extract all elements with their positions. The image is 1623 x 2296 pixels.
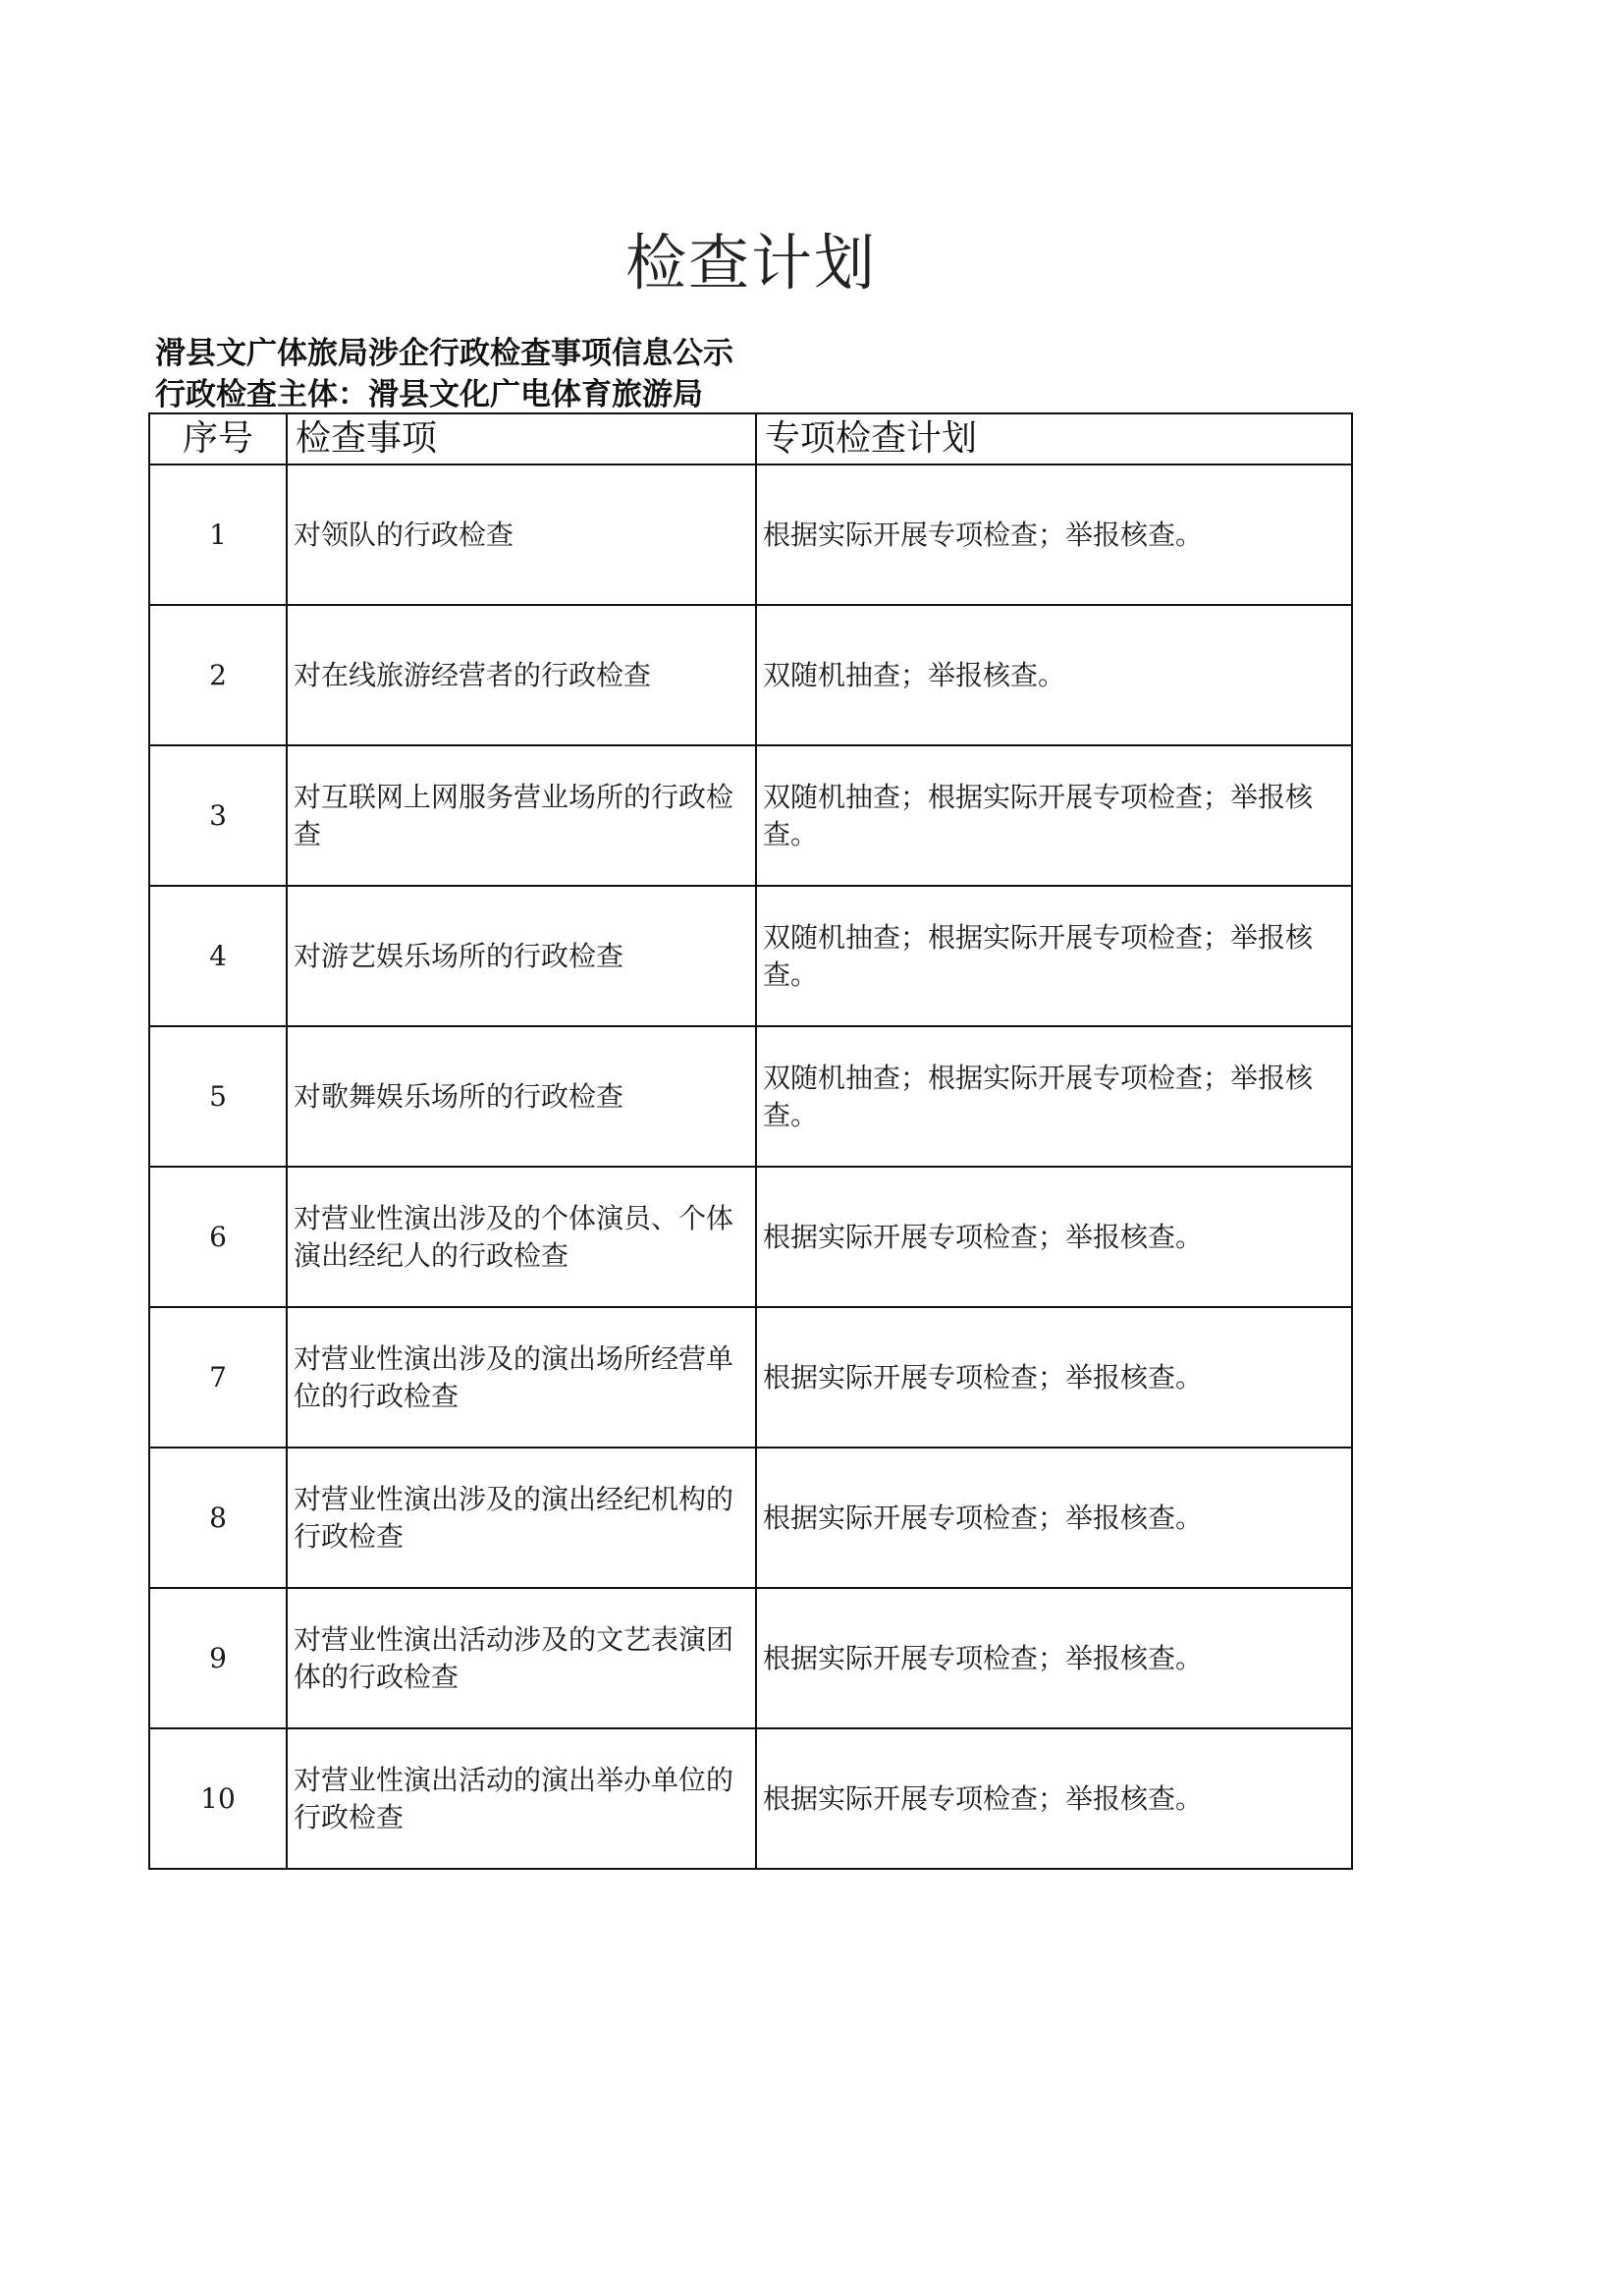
table-header-row [149,413,1352,465]
row-item: 对互联网上网服务营业场所的行政检查 [287,745,756,886]
row-plan: 双随机抽查；根据实际开展专项检查；举报核查。 [756,1026,1352,1167]
table-row [149,1026,1352,1167]
table-row [149,1728,1352,1869]
row-number: 5 [149,1026,287,1167]
row-plan: 双随机抽查；举报核查。 [756,605,1352,745]
row-item: 对在线旅游经营者的行政检查 [287,605,756,745]
table-row [149,605,1352,745]
row-item: 对营业性演出活动的演出举办单位的行政检查 [287,1728,756,1869]
row-plan: 双随机抽查；根据实际开展专项检查；举报核查。 [756,886,1352,1026]
table-row [149,1588,1352,1728]
header-number: 序号 [149,413,287,465]
row-plan: 根据实际开展专项检查；举报核查。 [756,1167,1352,1307]
row-plan: 根据实际开展专项检查；举报核查。 [756,1448,1352,1588]
row-plan: 根据实际开展专项检查；举报核查。 [756,1588,1352,1728]
row-number: 3 [149,745,287,886]
header-plan: 专项检查计划 [756,413,1352,465]
row-number: 8 [149,1448,287,1588]
row-item: 对领队的行政检查 [287,465,756,605]
row-item: 对歌舞娱乐场所的行政检查 [287,1026,756,1167]
row-plan: 根据实际开展专项检查；举报核查。 [756,465,1352,605]
row-plan: 根据实际开展专项检查；举报核查。 [756,1307,1352,1448]
row-number: 1 [149,465,287,605]
page-title: 检查计划 [624,227,877,299]
row-item: 对营业性演出活动涉及的文艺表演团体的行政检查 [287,1588,756,1728]
row-number: 4 [149,886,287,1026]
row-item: 对游艺娱乐场所的行政检查 [287,886,756,1026]
row-item: 对营业性演出涉及的演出场所经营单位的行政检查 [287,1307,756,1448]
row-number: 10 [149,1728,287,1869]
row-number: 2 [149,605,287,745]
header-item: 检查事项 [287,413,756,465]
table-row [149,1167,1352,1307]
subtitle-publicity: 滑县文广体旅局涉企行政检查事项信息公示 [155,336,733,371]
inspection-plan-table [148,412,1353,1870]
table-row [149,1307,1352,1448]
row-item: 对营业性演出涉及的演出经纪机构的行政检查 [287,1448,756,1588]
row-number: 6 [149,1167,287,1307]
row-plan: 双随机抽查；根据实际开展专项检查；举报核查。 [756,745,1352,886]
table-row [149,886,1352,1026]
table-row [149,1448,1352,1588]
row-number: 7 [149,1307,287,1448]
row-item: 对营业性演出涉及的个体演员、个体演出经纪人的行政检查 [287,1167,756,1307]
subtitle-inspection-body: 行政检查主体：滑县文化广电体育旅游局 [155,377,703,412]
row-number: 9 [149,1588,287,1728]
row-plan: 根据实际开展专项检查；举报核查。 [756,1728,1352,1869]
table-row [149,465,1352,605]
table-row [149,745,1352,886]
